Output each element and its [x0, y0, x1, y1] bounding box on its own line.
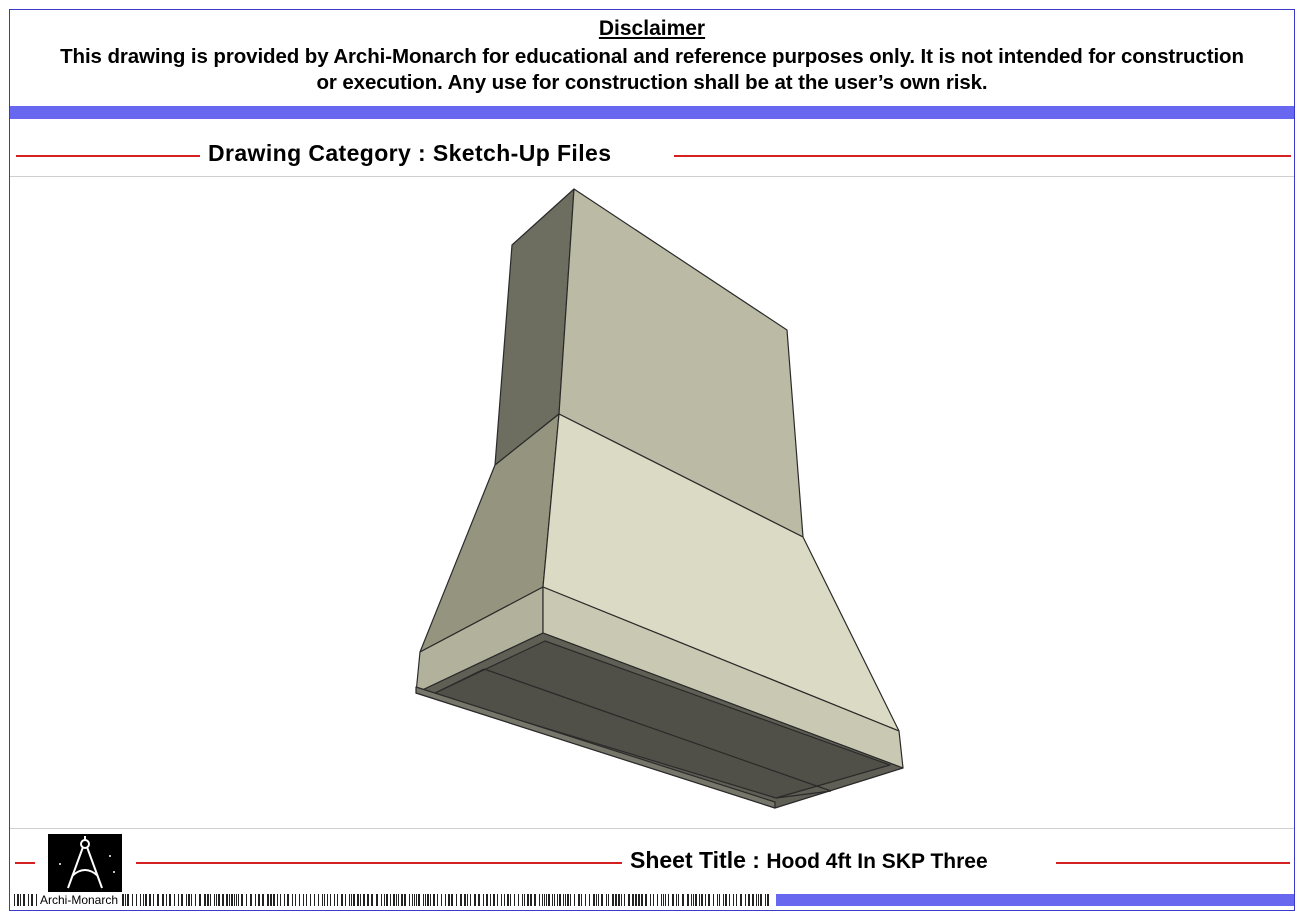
barcode-bar [581, 894, 582, 906]
barcode-bar [638, 894, 640, 906]
barcode-bar [234, 894, 235, 906]
barcode-bar [474, 894, 476, 906]
sheet-title-label: Sheet Title : [630, 847, 760, 873]
barcode-bar [353, 894, 355, 906]
barcode-bar [414, 894, 415, 906]
barcode-bar [527, 894, 529, 906]
barcode-bar [490, 894, 491, 906]
barcode-bar [565, 894, 566, 906]
barcode-bar [412, 894, 413, 906]
barcode-bar [554, 894, 555, 906]
barcode-bar [557, 894, 558, 906]
barcode-bar [733, 894, 734, 906]
barcode-bar [767, 894, 769, 906]
barcode-bar [460, 894, 462, 906]
barcode-bar [514, 894, 515, 906]
barcode-bar [236, 894, 237, 906]
barcode-bar [28, 894, 29, 906]
category-row [10, 138, 1294, 172]
barcode-bar [186, 894, 187, 906]
barcode-bar [657, 894, 658, 906]
barcode-bar [441, 894, 442, 906]
drawing-category: Drawing Category : Sketch-Up Files [208, 140, 612, 166]
barcode-bar [136, 894, 137, 906]
barcode-bar [615, 894, 617, 906]
barcode-bar [295, 894, 296, 906]
barcode-pattern [10, 892, 776, 908]
barcode-bar [578, 894, 580, 906]
barcode-bar [162, 894, 164, 906]
barcode-bar [467, 894, 468, 906]
footer-rule-right [1056, 862, 1290, 864]
barcode-bar [672, 894, 674, 906]
barcode-bar [218, 894, 220, 906]
barcode-bar [292, 894, 293, 906]
barcode-bar [451, 894, 453, 906]
barcode-bar [645, 894, 647, 906]
barcode-bar [122, 894, 124, 906]
barcode-bar [284, 894, 285, 906]
barcode-bar [367, 894, 369, 906]
disclaimer-block [10, 14, 1294, 96]
drawing-area [10, 178, 1294, 828]
barcode-bar [262, 894, 264, 906]
barcode-bar [632, 894, 634, 906]
barcode-bar [390, 894, 391, 906]
sheet-title [630, 847, 988, 874]
barcode-bar [127, 894, 129, 906]
barcode-bar [618, 894, 620, 906]
barcode-bar [188, 894, 190, 906]
barcode-bar [207, 894, 209, 906]
barcode-bar [255, 894, 256, 906]
barcode-bar [149, 894, 151, 906]
barcode-bar [570, 894, 571, 906]
barcode-bar [563, 894, 564, 906]
barcode-bar [396, 894, 397, 906]
barcode-bar [145, 894, 147, 906]
disclaimer-body: This drawing is provided by Archi-Monarch for educational and reference purposes only. It is not intended for construction or execution. Any use for construction shall be at the user’s own risk. [60, 45, 1244, 94]
barcode-bar [36, 894, 37, 906]
barcode-bar [534, 894, 536, 906]
barcode-bar [404, 894, 406, 906]
category-divider [10, 176, 1294, 177]
barcode-bar [448, 894, 450, 906]
barcode-bar [270, 894, 272, 906]
barcode-bar [427, 894, 429, 906]
barcode-bar [287, 894, 289, 906]
barcode-bar [258, 894, 260, 906]
barcode-bar [456, 894, 457, 906]
barcode-bar [166, 894, 167, 906]
barcode-bar [530, 894, 532, 906]
barcode-bar [542, 894, 543, 906]
barcode-bar [280, 894, 281, 906]
barcode-bar [322, 894, 323, 906]
barcode-bar [510, 894, 511, 906]
barcode-bar [736, 894, 737, 906]
barcode-bar [174, 894, 175, 906]
barcode-bar [306, 894, 307, 906]
footer-divider [10, 828, 1294, 829]
barcode-bar [695, 894, 697, 906]
barcode-bar [318, 894, 319, 906]
barcode-bar [273, 894, 275, 906]
barcode-bar [713, 894, 714, 906]
header-band [10, 106, 1294, 119]
barcode-bar [195, 894, 196, 906]
barcode-bar [425, 894, 426, 906]
barcode-bar [398, 894, 399, 906]
barcode-bar [518, 894, 519, 906]
barcode-bar [740, 894, 742, 906]
footer-rule-left [15, 862, 35, 864]
disclaimer-title: Disclaimer [598, 17, 706, 40]
barcode-bar [17, 894, 19, 906]
barcode-bar [229, 894, 230, 906]
barcode-bar [663, 894, 664, 906]
barcode-bar [682, 894, 684, 906]
barcode-bar [238, 894, 239, 906]
barcode-bar [464, 894, 466, 906]
barcode-bar [386, 894, 388, 906]
barcode-bar [199, 894, 201, 906]
barcode-bar [598, 894, 599, 906]
barcode-bar [676, 894, 677, 906]
barcode-bar [277, 894, 278, 906]
barcode-bar [493, 894, 495, 906]
barcode-bar [132, 894, 133, 906]
barcode-bar [546, 894, 547, 906]
barcode-bar [210, 894, 211, 906]
barcode-bar [539, 894, 540, 906]
barcode-bar [691, 894, 692, 906]
barcode-bar [384, 894, 385, 906]
barcode-bar [416, 894, 417, 906]
barcode-bar [204, 894, 206, 906]
barcode-bar [231, 894, 233, 906]
barcode-bar [267, 894, 269, 906]
barcode-bar [31, 894, 33, 906]
barcode-bar [299, 894, 300, 906]
barcode-bar [314, 894, 315, 906]
barcode-bar [324, 894, 325, 906]
barcode-bar [222, 894, 224, 906]
barcode-bar [169, 894, 171, 906]
hood-model-drawing [10, 178, 1294, 828]
sheet-title-value: Hood 4ft In SKP Three [766, 850, 988, 873]
barcode-bar [437, 894, 438, 906]
footer-band [776, 894, 1294, 906]
barcode-bar [701, 894, 703, 906]
barcode-bar [758, 894, 759, 906]
barcode-bar [241, 894, 243, 906]
barcode-bar [351, 894, 352, 906]
barcode-bar [371, 894, 373, 906]
barcode-bar [423, 894, 424, 906]
barcode-bar [708, 894, 710, 906]
barcode-bar [349, 894, 350, 906]
barcode-bar [376, 894, 378, 906]
barcode-bar [497, 894, 498, 906]
barcode-bar [345, 894, 346, 906]
barcode-bar [593, 894, 595, 906]
barcode-bar [143, 894, 144, 906]
barcode-bar [665, 894, 666, 906]
barcode-bar [624, 894, 625, 906]
barcode-bar [445, 894, 446, 906]
barcode-bar [548, 894, 550, 906]
barcode-bar [745, 894, 746, 906]
barcode-bar [522, 894, 523, 906]
barcode-bar [470, 894, 471, 906]
barcode-bar [214, 894, 215, 906]
barcode-bar [125, 894, 126, 906]
barcode-bar [687, 894, 689, 906]
footer-rule-middle [136, 862, 622, 864]
barcode-bar [756, 894, 757, 906]
barcode-bar [433, 894, 435, 906]
category-rule-left [16, 155, 200, 157]
barcode-bar [246, 894, 247, 906]
barcode-bar [401, 894, 403, 906]
barcode-bar [719, 894, 720, 906]
barcode-bar [334, 894, 335, 906]
barcode-bar [250, 894, 252, 906]
barcode-bar [418, 894, 420, 906]
barcode-bar [363, 894, 365, 906]
barcode-bar [748, 894, 750, 906]
barcode-bar [153, 894, 154, 906]
barcode-bar [303, 894, 304, 906]
barcode-bar [486, 894, 488, 906]
barcode-bar [393, 894, 395, 906]
barcode-bar [157, 894, 159, 906]
barcode-bar [641, 894, 643, 906]
barcode-bar [337, 894, 338, 906]
barcode-bar [589, 894, 590, 906]
barcode-bar [507, 894, 509, 906]
barcode-bar [483, 894, 484, 906]
barcode-bar [693, 894, 694, 906]
barcode-bar [524, 894, 525, 906]
barcode-bar [360, 894, 361, 906]
barcode-bar [650, 894, 651, 906]
barcode-bar [606, 894, 607, 906]
barcode-bar [552, 894, 553, 906]
barcode-bar [760, 894, 762, 906]
barcode-bar [574, 894, 575, 906]
barcode-bar [310, 894, 311, 906]
compass-divider-icon [48, 834, 122, 892]
barcode-bar [765, 894, 766, 906]
barcode-bar [330, 894, 331, 906]
barcode-bar [140, 894, 141, 906]
barcode-strip [10, 892, 1294, 908]
barcode-bar [608, 894, 609, 906]
barcode-bar [14, 894, 15, 906]
barcode-bar [596, 894, 597, 906]
barcode-bar [725, 894, 727, 906]
barcode-bar [478, 894, 480, 906]
barcode-bar [381, 894, 382, 906]
barcode-bar [729, 894, 730, 906]
barcode-bar [226, 894, 228, 906]
barcode-bar [678, 894, 679, 906]
barcode-bar [621, 894, 622, 906]
barcode-bar [501, 894, 502, 906]
barcode-bar [430, 894, 431, 906]
barcode-bar [191, 894, 192, 906]
barcode-bar [357, 894, 359, 906]
barcode-bar [635, 894, 637, 906]
title-block [10, 830, 1294, 910]
barcode-bar [409, 894, 410, 906]
barcode-bar [699, 894, 700, 906]
barcode-bar [717, 894, 718, 906]
barcode-bar [341, 894, 343, 906]
barcode-bar [544, 894, 545, 906]
barcode-bar [612, 894, 614, 906]
barcode-bar [752, 894, 754, 906]
barcode-bar [216, 894, 217, 906]
barcode-bar [661, 894, 662, 906]
barcode-bar [601, 894, 603, 906]
barcode-bar [178, 894, 179, 906]
barcode-bar [668, 894, 669, 906]
barcode-bar [567, 894, 569, 906]
barcode-bar [705, 894, 706, 906]
barcode-bar [585, 894, 586, 906]
barcode-bar [628, 894, 630, 906]
barcode-bar [559, 894, 561, 906]
barcode-bar [653, 894, 654, 906]
barcode-bar [20, 894, 21, 906]
brand-name: Archi-Monarch [40, 893, 119, 907]
barcode-bar [504, 894, 505, 906]
barcode-bar [327, 894, 328, 906]
barcode-bar [723, 894, 724, 906]
barcode-bar [181, 894, 183, 906]
category-rule-right [674, 155, 1291, 157]
barcode-bar [23, 894, 25, 906]
